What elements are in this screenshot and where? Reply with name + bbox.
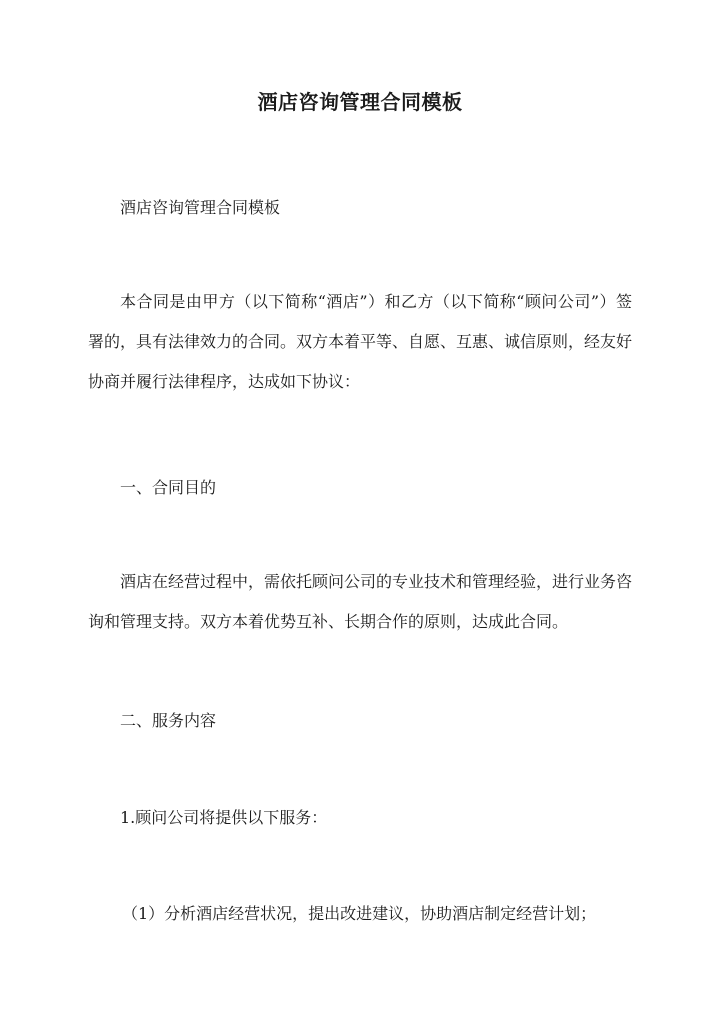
services-item-1: 1.顾问公司将提供以下服务：: [120, 808, 328, 827]
document-subtitle: 酒店咨询管理合同模板: [120, 198, 281, 217]
document-title: 酒店咨询管理合同模板: [257, 90, 463, 114]
intro-paragraph: 本合同是由甲方（以下简称“酒店”）和乙方（以下简称“顾问公司”）签署的，具有法律效力的合同。双方本着平等、自愿、互惠、诚信原则，经友好协商并履行法律程序，达成如下协议：: [88, 292, 633, 391]
purpose-paragraph: 酒店在经营过程中，需依托顾问公司的专业技术和管理经验，进行业务咨询和管理支持。双方本着优势互补、长期合作的原则，达成此合同。: [88, 572, 633, 631]
services-item-1-sub-1: （1）分析酒店经营状况，提出改进建议，协助酒店制定经营计划；: [122, 904, 597, 923]
section-heading-purpose: 一、合同目的: [120, 478, 217, 497]
section-heading-services: 二、服务内容: [120, 711, 217, 730]
